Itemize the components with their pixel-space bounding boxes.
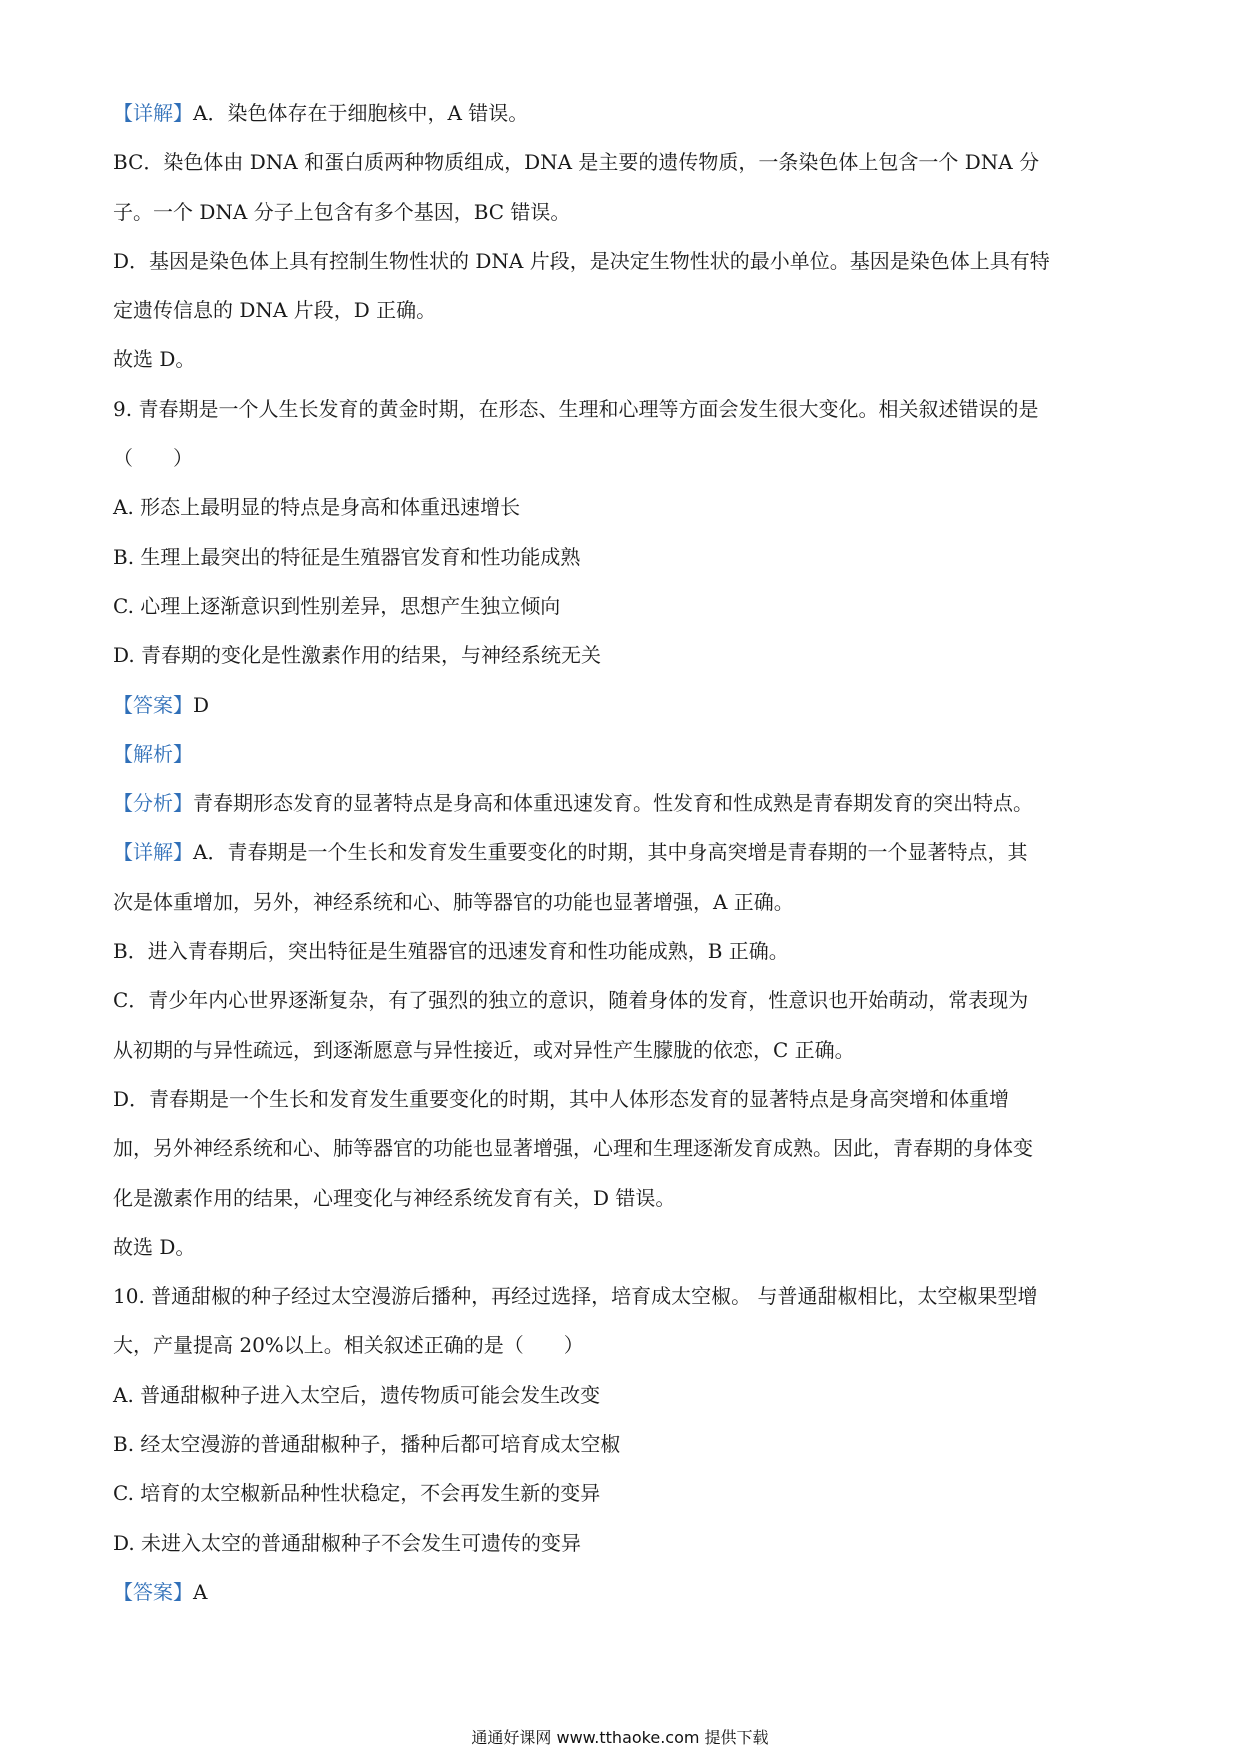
text-line [113, 739, 1133, 788]
text-line [113, 443, 1133, 492]
line-text: B. 生理上最突出的特征是生殖器官发育和性功能成熟 [113, 544, 581, 569]
text-line [113, 887, 1133, 936]
text-line [113, 344, 1133, 393]
text-line [113, 492, 1133, 541]
text-line [113, 1429, 1133, 1478]
section-tag: 【解析】 [113, 741, 193, 766]
line-text: D．青春期是一个生长和发育发生重要变化的时期，其中人体形态发育的显著特点是身高突增和体重增 [113, 1086, 1010, 1111]
line-text: 定遗传信息的 DNA 片段，D 正确。 [113, 298, 437, 323]
section-tag: 【答案】 [113, 692, 193, 717]
document-body [113, 98, 1133, 1626]
line-text: A. 普通甜椒种子进入太空后，遗传物质可能会发生改变 [113, 1382, 601, 1407]
line-text: 化是激素作用的结果，心理变化与神经系统发育有关，D 错误。 [113, 1185, 676, 1210]
line-text: 10. 普通甜椒的种子经过太空漫游后播种，再经过选择，培育成太空椒。 与普通甜椒相比，太空椒果型增 [113, 1284, 1038, 1309]
text-line [113, 788, 1133, 837]
line-text: C. 培育的太空椒新品种性状稳定，不会再发生新的变异 [113, 1481, 601, 1506]
text-line [113, 1577, 1133, 1626]
text-line [113, 246, 1133, 295]
line-text: 加，另外神经系统和心、肺等器官的功能也显著增强，心理和生理逐渐发育成熟。因此，青春期的身体变 [113, 1136, 1033, 1161]
line-text: D. 青春期的变化是性激素作用的结果，与神经系统无关 [113, 643, 602, 668]
line-text: C. 心理上逐渐意识到性别差异，思想产生独立倾向 [113, 593, 561, 618]
section-tag: 【详解】 [113, 840, 193, 865]
text-line [113, 147, 1133, 196]
line-text: 从初期的与异性疏远，到逐渐愿意与异性接近，或对异性产生朦胧的依恋，C 正确。 [113, 1037, 855, 1062]
line-text: B．进入青春期后，突出特征是生殖器官的迅速发育和性功能成熟，B 正确。 [113, 939, 789, 964]
page-footer: 通通好课网 www.tthaoke.com 提供下载 [471, 1728, 769, 1747]
text-line [113, 1084, 1133, 1133]
text-line [113, 1330, 1133, 1379]
line-text: B. 经太空漫游的普通甜椒种子，播种后都可培育成太空椒 [113, 1432, 621, 1457]
text-line [113, 295, 1133, 344]
line-text: A．青春期是一个生长和发育发生重要变化的时期，其中身高突增是青春期的一个显著特点，其 [193, 840, 1028, 865]
text-line [113, 1232, 1133, 1281]
line-text: A [193, 1579, 208, 1604]
text-line [113, 837, 1133, 886]
line-text: 次是体重增加，另外，神经系统和心、肺等器官的功能也显著增强，A 正确。 [113, 889, 794, 914]
text-line [113, 542, 1133, 591]
text-line [113, 1281, 1133, 1330]
line-text: 大，产量提高 20%以上。相关叙述正确的是（ ） [113, 1333, 584, 1358]
text-line [113, 640, 1133, 689]
text-line [113, 591, 1133, 640]
line-text: D [193, 692, 210, 717]
text-line [113, 690, 1133, 739]
text-line [113, 1380, 1133, 1429]
line-text: C．青少年内心世界逐渐复杂，有了强烈的独立的意识，随着身体的发育，性意识也开始萌动，常表现为 [113, 988, 1029, 1013]
line-text: 故选 D。 [113, 347, 196, 372]
line-text: BC．染色体由 DNA 和蛋白质两种物质组成，DNA 是主要的遗传物质，一条染色体上包含一个 DNA 分 [113, 150, 1040, 175]
line-text: D．基因是染色体上具有控制生物性状的 DNA 片段，是决定生物性状的最小单位。基因是染色体上具有特 [113, 248, 1050, 273]
section-tag: 【答案】 [113, 1579, 193, 1604]
text-line [113, 197, 1133, 246]
text-line [113, 1478, 1133, 1527]
text-line [113, 1528, 1133, 1577]
line-text: （ ） [113, 446, 193, 471]
text-line [113, 1183, 1133, 1232]
text-line [113, 1133, 1133, 1182]
text-line [113, 1035, 1133, 1084]
line-text: 子。一个 DNA 分子上包含有多个基因，BC 错误。 [113, 199, 571, 224]
line-text: A. 形态上最明显的特点是身高和体重迅速增长 [113, 495, 521, 520]
text-line [113, 98, 1133, 147]
line-text: 青春期形态发育的显著特点是身高和体重迅速发育。性发育和性成熟是青春期发育的突出特点。 [193, 791, 1033, 816]
text-line [113, 936, 1133, 985]
line-text: A．染色体存在于细胞核中，A 错误。 [193, 101, 529, 125]
line-text: 9. 青春期是一个人生长发育的黄金时期，在形态、生理和心理等方面会发生很大变化。相关叙述错误的是 [113, 396, 1039, 421]
line-text: D. 未进入太空的普通甜椒种子不会发生可遗传的变异 [113, 1530, 582, 1555]
text-line [113, 394, 1133, 443]
line-text: 故选 D。 [113, 1234, 196, 1259]
text-line [113, 985, 1133, 1034]
section-tag: 【详解】 [113, 101, 193, 125]
section-tag: 【分析】 [113, 791, 193, 816]
